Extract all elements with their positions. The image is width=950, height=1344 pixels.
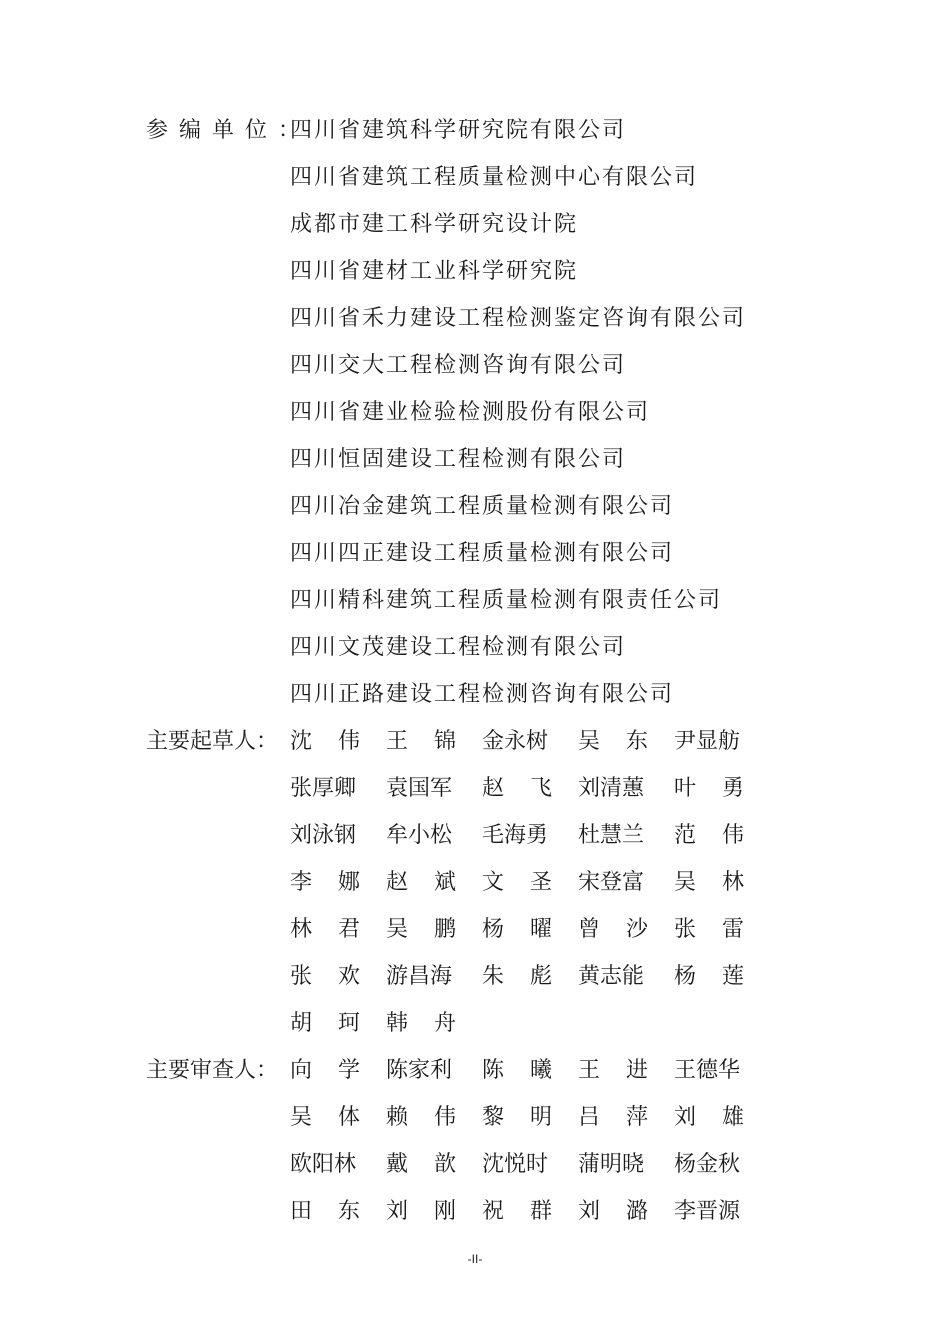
organization-item: 四川省建筑工程质量检测中心有限公司 xyxy=(290,165,699,190)
person-name: 袁国军 xyxy=(386,776,453,801)
organization-item: 四川省建材工业科学研究院 xyxy=(290,259,579,284)
person-name: 张厚卿 xyxy=(290,776,357,801)
person-name: 向 学 xyxy=(290,1058,360,1083)
person-name: 毛海勇 xyxy=(482,823,549,848)
person-name: 祝 群 xyxy=(482,1199,552,1224)
person-name: 张 雷 xyxy=(674,917,744,942)
person-name: 戴 歆 xyxy=(386,1152,456,1177)
organization-item: 四川四正建设工程质量检测有限公司 xyxy=(290,541,675,566)
person-name: 李晋源 xyxy=(674,1199,741,1224)
person-name: 陈家利 xyxy=(386,1058,453,1083)
person-name: 吴 东 xyxy=(578,729,648,754)
person-name: 文 圣 xyxy=(482,870,552,895)
person-name: 田 东 xyxy=(290,1199,360,1224)
person-name: 金永树 xyxy=(482,729,549,754)
person-name: 陈 曦 xyxy=(482,1058,552,1083)
person-name: 吴 鹏 xyxy=(386,917,456,942)
organization-item: 四川省禾力建设工程检测鉴定咨询有限公司 xyxy=(290,306,747,331)
person-name: 胡 珂 xyxy=(290,1011,360,1036)
person-name: 王 进 xyxy=(578,1058,648,1083)
person-name: 牟小松 xyxy=(386,823,453,848)
organization-item: 四川省建筑科学研究院有限公司 xyxy=(290,118,627,143)
main-drafters-label: 主要起草人： xyxy=(146,729,279,754)
person-name: 杨 莲 xyxy=(674,964,744,989)
person-name: 张 欢 xyxy=(290,964,360,989)
person-name: 赵 飞 xyxy=(482,776,552,801)
person-name: 黎 明 xyxy=(482,1105,552,1130)
person-name: 赵 斌 xyxy=(386,870,456,895)
person-name: 刘清蕙 xyxy=(578,776,645,801)
organization-item: 四川文茂建设工程检测有限公司 xyxy=(290,635,627,660)
person-name: 沈 伟 xyxy=(290,729,360,754)
person-name: 王 锦 xyxy=(386,729,456,754)
person-name: 宋登富 xyxy=(578,870,645,895)
person-name: 刘泳钢 xyxy=(290,823,357,848)
organization-item: 四川冶金建筑工程质量检测有限公司 xyxy=(290,494,675,519)
person-name: 叶 勇 xyxy=(674,776,744,801)
organization-item: 成都市建工科学研究设计院 xyxy=(290,212,579,237)
organization-item: 四川正路建设工程检测咨询有限公司 xyxy=(290,682,675,707)
organization-item: 四川精科建筑工程质量检测有限责任公司 xyxy=(290,588,723,613)
person-name: 沈悦时 xyxy=(482,1152,549,1177)
main-reviewers-label: 主要审查人： xyxy=(146,1058,279,1083)
person-name: 赖 伟 xyxy=(386,1105,456,1130)
person-name: 刘 潞 xyxy=(578,1199,648,1224)
person-name: 吕 萍 xyxy=(578,1105,648,1130)
person-name: 刘 刚 xyxy=(386,1199,456,1224)
person-name: 李 娜 xyxy=(290,870,360,895)
organization-item: 四川恒固建设工程检测有限公司 xyxy=(290,447,627,472)
person-name: 范 伟 xyxy=(674,823,744,848)
person-name: 韩 舟 xyxy=(386,1011,456,1036)
person-name: 曾 沙 xyxy=(578,917,648,942)
page-number: -II- xyxy=(467,1252,483,1266)
person-name: 杨 曜 xyxy=(482,917,552,942)
person-name: 林 君 xyxy=(290,917,360,942)
person-name: 尹显舫 xyxy=(674,729,741,754)
participating-units-label: 参编单位： xyxy=(146,118,312,143)
person-name: 吴 体 xyxy=(290,1105,360,1130)
person-name: 蒲明晓 xyxy=(578,1152,645,1177)
organization-item: 四川省建业检验检测股份有限公司 xyxy=(290,400,651,425)
person-name: 黄志能 xyxy=(578,964,645,989)
person-name: 欧阳林 xyxy=(290,1152,357,1177)
organization-item: 四川交大工程检测咨询有限公司 xyxy=(290,353,627,378)
person-name: 杜慧兰 xyxy=(578,823,645,848)
person-name: 朱 彪 xyxy=(482,964,552,989)
person-name: 王德华 xyxy=(674,1058,741,1083)
person-name: 杨金秋 xyxy=(674,1152,741,1177)
person-name: 游昌海 xyxy=(386,964,453,989)
person-name: 吴 林 xyxy=(674,870,744,895)
person-name: 刘 雄 xyxy=(674,1105,744,1130)
